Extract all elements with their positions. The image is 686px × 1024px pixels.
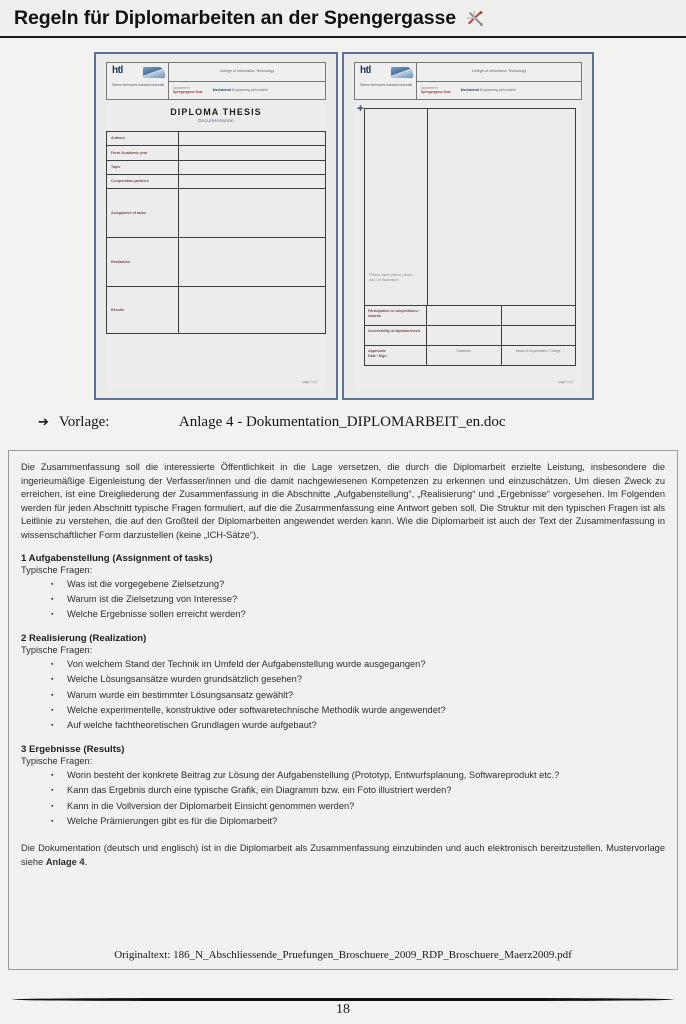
form-row-value[interactable] [179, 287, 325, 333]
table-row [365, 326, 575, 346]
form-row-label: Authors [107, 132, 179, 145]
footer-divider [12, 998, 674, 1001]
document-page-1-body [106, 62, 326, 390]
letterhead-right-right [417, 63, 581, 99]
letterhead-department [173, 86, 203, 95]
letterhead-department-2 [421, 86, 451, 95]
closing-paragraph [21, 842, 665, 869]
list-item: ▪ Welche Lösungsansätze wurden grundsätzlich gesehen? [67, 672, 665, 687]
closing-suffix: . [84, 857, 88, 868]
letterhead-branch [213, 88, 268, 93]
table-cell[interactable] [427, 306, 502, 325]
sections-container [21, 553, 665, 830]
form-row [107, 132, 325, 146]
table-cell[interactable] [427, 346, 502, 365]
table-cell[interactable] [502, 346, 576, 365]
htl-logo-swoosh-icon [143, 67, 165, 78]
htl-logo-subline-2: höhere technische bundeslehranstalt [360, 83, 412, 87]
document-page-1-footer: page 1 of 2 [302, 380, 318, 384]
form-row-label: Assignment of tasks [107, 189, 179, 237]
form-row-label: Realization [107, 238, 179, 286]
letterhead-branch-label-2: Mechanical [460, 87, 480, 92]
vorlage-filename: Anlage 4 - Dokumentation_DIPLOMARBEIT_en.doc [178, 414, 506, 430]
page-title-bar [0, 0, 686, 38]
section-heading: 2 Realisierung (Realization) [21, 632, 147, 644]
letterhead-department-value-2: Spengergasse Graz [421, 90, 451, 95]
closing-bold-anlage: Anlage 4 [45, 857, 85, 868]
form-row-label: Form / Academic year [107, 146, 179, 160]
form-row-value[interactable] [179, 189, 325, 237]
list-item: ▪ Von welchem Stand der Technik im Umfeld der Aufgabenstellung wurde ausgegangen? [67, 657, 665, 672]
form-row-label: Topic [107, 161, 179, 174]
intro-paragraph: Die Zusammenfassung soll die interessierte Öffentlichkeit in die Lage versetzen, die durch die Diplomarbeit erzielte Leistung, insbesondere die ingerieumäßige Eigenleistung der Verfasser/innen und die damit nachgewiesenen Kompetenzen zu erkennen und einzuschätzen. Um diesen Zweck zu erreichen, ist eine Dreigliederung der Zusammenfassung in die Abschnitte „Aufgabenstellung“, „Realisierung“ und „Ergebnisse“ vorgesehen. Im Folgenden werden für jeden Abschnitt typische Fragen formuliert, auf die die Zusammenfassung eine Antwort geben soll. Die Struktur mit den typischen Fragen ist als Leitlinie zu verstehen, die auf den Großteil der Diplomarbeiten angewendet werden kann. Wie die Diplomarbeit ist auch der Text der Zusammenfassung in wissenschaftlicher Form darzustellen (keine „ICH-Sätze“). [21, 462, 665, 540]
section-subheading: Typische Fragen: [21, 755, 93, 766]
section-heading: 1 Aufgabenstellung (Assignment of tasks) [21, 552, 213, 564]
htl-logo-subline: höhere technische bundeslehranstalt [112, 83, 164, 87]
document-page-2-body [354, 62, 582, 390]
table-row-label: Accessibility of diploma thesis [365, 326, 427, 345]
move-handle-icon[interactable]: ✚ [357, 104, 364, 113]
form-row-value[interactable] [179, 161, 325, 174]
letterhead-dept-row [169, 82, 325, 100]
htl-logo-text-2: htl [360, 65, 371, 76]
vorlage-line [38, 414, 506, 431]
picture-placeholder-note [369, 273, 413, 283]
table-row [365, 306, 575, 326]
letterhead-right [354, 62, 582, 100]
form-row [107, 146, 325, 161]
letterhead-department-label: Department [173, 85, 190, 90]
form-row-value[interactable] [179, 132, 325, 145]
document-page-2-footer: page 2 of 2 [558, 380, 574, 384]
document-preview-group [94, 52, 594, 400]
table-row [365, 346, 575, 365]
picture-note-line-2: and / or illustration [369, 278, 399, 282]
document-subtitle: Documentation [197, 118, 235, 123]
document-form-table [106, 131, 326, 334]
table-cell-label: Head of Department / College [515, 349, 561, 353]
list-item: ▪ Kann das Ergebnis durch eine typische Grafik, ein Diagramm bzw. ein Foto illustriert werden? [67, 783, 665, 798]
picture-note-line-1: Please insert picture, photo [369, 273, 413, 277]
question-list [21, 577, 665, 623]
picture-area-left-column [365, 109, 428, 305]
document-page-2-bottom-rows [365, 306, 575, 365]
htl-logo [107, 63, 169, 99]
list-item: ▪ Welche Prämierungen gibt es für die Diplomarbeit? [67, 814, 665, 829]
picture-area-right-column [428, 109, 575, 305]
letterhead-department-label-2: Department [421, 85, 438, 90]
section-subheading: Typische Fragen: [21, 644, 93, 655]
section-heading: 3 Ergebnisse (Results) [21, 743, 125, 755]
letterhead-branch-label: Mechanical [212, 87, 232, 92]
arrow-right-icon: ➔ [38, 415, 49, 430]
section-subheading: Typische Fragen: [21, 564, 93, 575]
content-panel [8, 450, 678, 946]
table-row-label: Approvals Date / Sign. [365, 346, 427, 365]
letterhead-left [106, 62, 326, 100]
vorlage-label: Vorlage: [58, 414, 110, 430]
document-preview-page-2[interactable] [342, 52, 594, 400]
letterhead-branch-value: Engineering Automotive [232, 87, 268, 92]
form-row-value[interactable] [179, 146, 325, 160]
htl-logo-2 [355, 63, 417, 99]
list-item: ▪ Warum ist die Zielsetzung von Interesse? [67, 592, 665, 607]
document-page-2-table [364, 108, 576, 366]
list-item: ▪ Kann in die Vollversion der Diplomarbeit Einsicht genommen werden? [67, 799, 665, 814]
table-row-label: Participation in competitions / Awards [365, 306, 427, 325]
list-item: ▪ Auf welche fachtheoretischen Grundlagen wurde aufgebaut? [67, 718, 665, 733]
letterhead-school-text: College of Information Technology [219, 69, 275, 74]
question-list [21, 768, 665, 830]
letterhead-branch-value-2: Engineering Automotive [480, 87, 516, 92]
list-item: ▪ Welche experimentelle, konstruktive oder softwaretechnische Methodik wurde angewendet? [67, 703, 665, 718]
table-cell[interactable] [502, 306, 576, 325]
form-row [107, 189, 325, 238]
letterhead-right-left [169, 63, 325, 99]
table-cell[interactable] [427, 326, 502, 345]
document-title: DIPLOMA THESIS [170, 107, 262, 117]
letterhead-school-line-2 [417, 63, 581, 82]
table-cell[interactable] [502, 326, 576, 345]
list-item: ▪ Worin besteht der konkrete Beitrag zur Lösung der Aufgabenstellung (Prototyp, Entwurfsplanung, Softwareprodukt etc.? [67, 768, 665, 783]
list-item: ▪ Warum wurde ein bestimmter Lösungsansatz gewählt? [67, 688, 665, 703]
page-number: 18 [336, 1002, 350, 1017]
table-cell-label: Examiner [456, 349, 471, 353]
htl-logo-swoosh-icon-2 [391, 67, 413, 78]
letterhead-dept-row-2 [417, 82, 581, 100]
page-title: Regeln für Diplomarbeiten an der Spengergasse [14, 6, 456, 29]
form-row [107, 287, 325, 334]
letterhead-school-line [169, 63, 325, 82]
list-item: ▪ Welche Ergebnisse sollen erreicht werden? [67, 607, 665, 622]
form-row [107, 238, 325, 287]
question-list [21, 657, 665, 734]
crossed-tools-icon [464, 8, 486, 30]
document-preview-page-1[interactable] [94, 52, 338, 400]
form-row-label: Results [107, 287, 179, 333]
form-row-label: Co-operation partners [107, 175, 179, 188]
htl-logo-text: htl [112, 65, 123, 76]
letterhead-department-value: Spengergasse Graz [173, 90, 203, 95]
letterhead-branch-2 [461, 88, 516, 93]
closing-prefix: Die Dokumentation (deutsch und englisch) ist in die Diplomarbeit als Zusammenfassung einzubinden und auch elektronisch bereitzustellen. Mustervorlage siehe [21, 843, 665, 868]
originaltext-line: Originaltext: 186_N_Abschliessende_Pruefungen_Broschuere_2009_RDP_Broschuere_Maerz2009.pdf [114, 949, 572, 961]
form-row-value[interactable] [179, 175, 325, 188]
form-row-value[interactable] [179, 238, 325, 286]
list-item: ▪ Was ist die vorgegebene Zielsetzung? [67, 577, 665, 592]
form-row [107, 161, 325, 175]
letterhead-school-text-2: College of Information Technology [471, 69, 527, 74]
form-row [107, 175, 325, 189]
picture-area-row [365, 109, 575, 306]
